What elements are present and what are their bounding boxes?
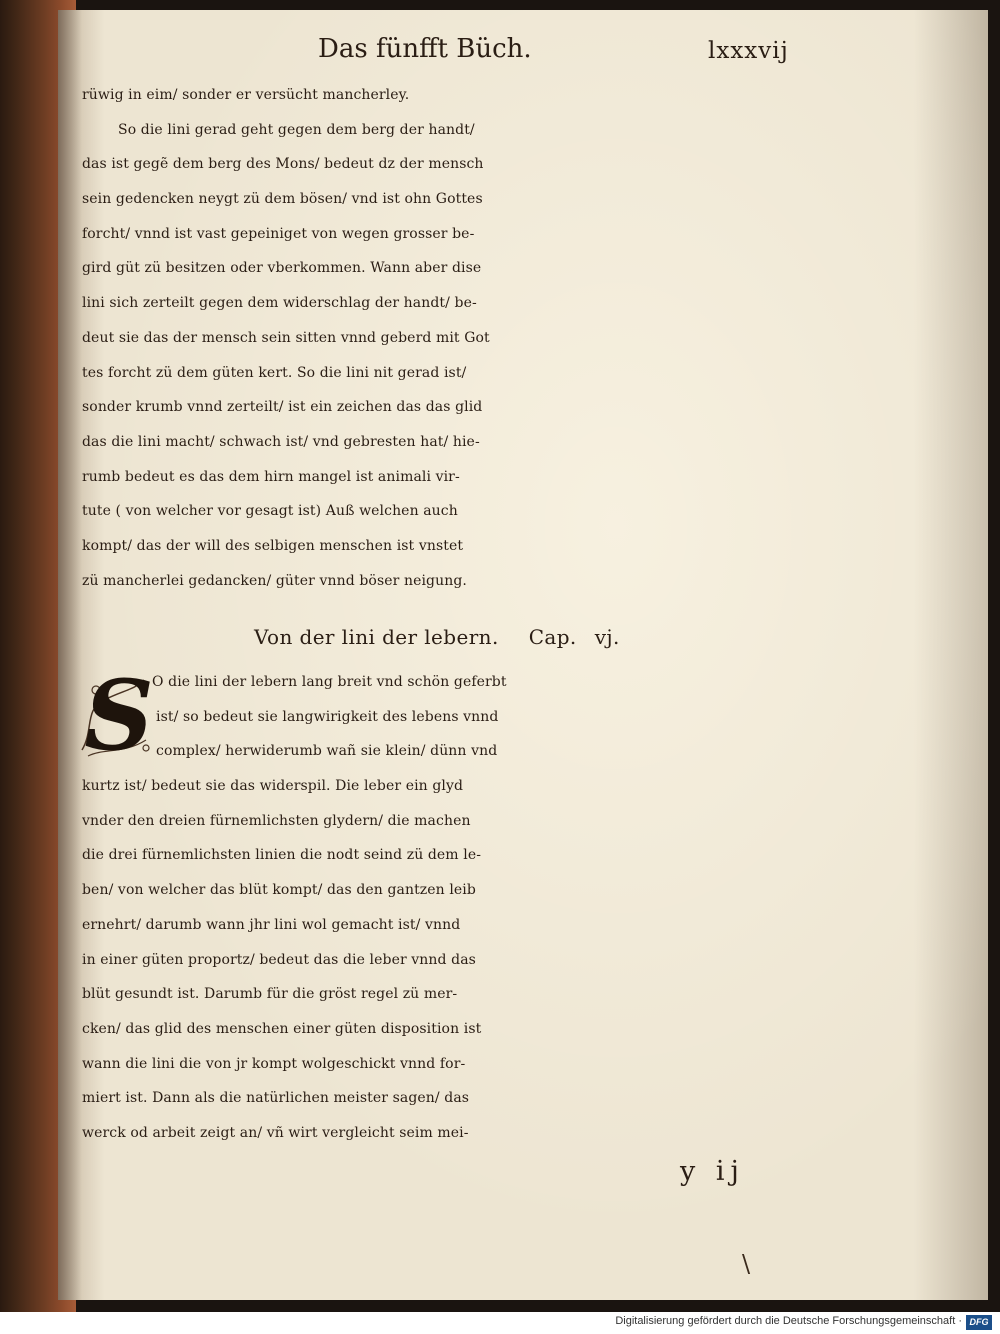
- chapter-heading: [254, 625, 620, 649]
- text-line: forcht/ vnnd ist vast gepeiniget von wegen grosser be-: [82, 225, 475, 242]
- text-line: tute ( von welcher vor gesagt ist) Auß welchen auch: [82, 503, 458, 520]
- chapter-label: Cap.: [528, 625, 577, 649]
- text-line: O die lini der lebern lang breit vnd schön geferbt: [152, 674, 507, 690]
- text-line: lini sich zerteilt gegen dem widerschlag der handt/ be-: [82, 295, 477, 312]
- text-line: kurtz ist/ bedeut sie das widerspil. Die leber ein glyd: [82, 778, 464, 795]
- text-line: So die lini gerad geht gegen dem berg der handt/: [118, 121, 475, 138]
- text-line: kompt/ das der will des selbigen menschen ist vnstet: [82, 537, 464, 554]
- text-line: zü mancherlei gedancken/ güter vnnd böser neigung.: [82, 572, 467, 589]
- text-line: rüwig in eim/ sonder er versücht mancherley.: [82, 87, 410, 103]
- signature-mark: y ij: [680, 1156, 745, 1187]
- text-line: werck od arbeit zeigt an/ vñ wirt vergleicht seim mei-: [82, 1124, 469, 1141]
- text-line: rumb bedeut es das dem hirn mangel ist animali vir-: [82, 468, 460, 485]
- dfg-logo-icon: DFG: [966, 1315, 992, 1330]
- text-line: ernehrt/ darumb wann jhr lini wol gemacht ist/ vnnd: [82, 916, 461, 933]
- book-page: [58, 10, 988, 1300]
- text-line: cken/ das glid des menschen einer güten disposition ist: [82, 1020, 482, 1037]
- chapter-text: [82, 665, 972, 1151]
- footer-bar: [0, 1312, 1000, 1334]
- text-line: das die lini macht/ schwach ist/ vnd gebresten hat/ hie-: [82, 433, 480, 450]
- running-header: Das fünfft Büch.: [318, 34, 532, 64]
- text-line: complex/ herwiderumb wañ sie klein/ dünn vnd: [156, 743, 498, 760]
- gutter-shadow: [58, 10, 82, 1300]
- body-text: [82, 78, 972, 598]
- text-line: in einer güten proportz/ bedeut das die leber vnnd das: [82, 951, 476, 968]
- text-line: ben/ von welcher das blüt kompt/ das den gantzen leib: [82, 882, 476, 899]
- folio-number: lxxxvij: [708, 38, 789, 64]
- text-line: blüt gesundt ist. Darumb für die gröst regel zü mer-: [82, 986, 458, 1003]
- text-line: vnder den dreien fürnemlichsten glydern/ die machen: [82, 812, 471, 829]
- chapter-title: Von der lini der lebern.: [254, 625, 499, 649]
- text-line: tes forcht zü dem güten kert. So die lini nit gerad ist/: [82, 364, 467, 381]
- text-line: miert ist. Dann als die natürlichen meister sagen/ das: [82, 1090, 470, 1107]
- chapter-number: vj.: [594, 625, 620, 649]
- text-line: sein gedencken neygt zü dem bösen/ vnd ist ohn Gottes: [82, 191, 483, 208]
- text-line: wann die lini die von jr kompt wolgeschickt vnnd for-: [82, 1055, 466, 1072]
- text-line: sonder krumb vnnd zerteilt/ ist ein zeichen das das glid: [82, 399, 483, 416]
- stray-ink-mark: \: [742, 1250, 751, 1278]
- text-line: ist/ so bedeut sie langwirigkeit des lebens vnnd: [156, 708, 499, 725]
- text-line: deut sie das der mensch sein sitten vnnd geberd mit Got: [82, 329, 490, 346]
- text-line: gird güt zü besitzen oder vberkommen. Wann aber dise: [82, 260, 482, 277]
- text-line: das ist gegẽ dem berg des Mons/ bedeut dz der mensch: [82, 156, 484, 173]
- initial-letter: S: [84, 659, 154, 772]
- funding-credit: Digitalisierung gefördert durch die Deutsche Forschungsgemeinschaft ·: [615, 1315, 962, 1327]
- text-line: die drei fürnemlichsten linien die nodt seind zü dem le-: [82, 847, 482, 864]
